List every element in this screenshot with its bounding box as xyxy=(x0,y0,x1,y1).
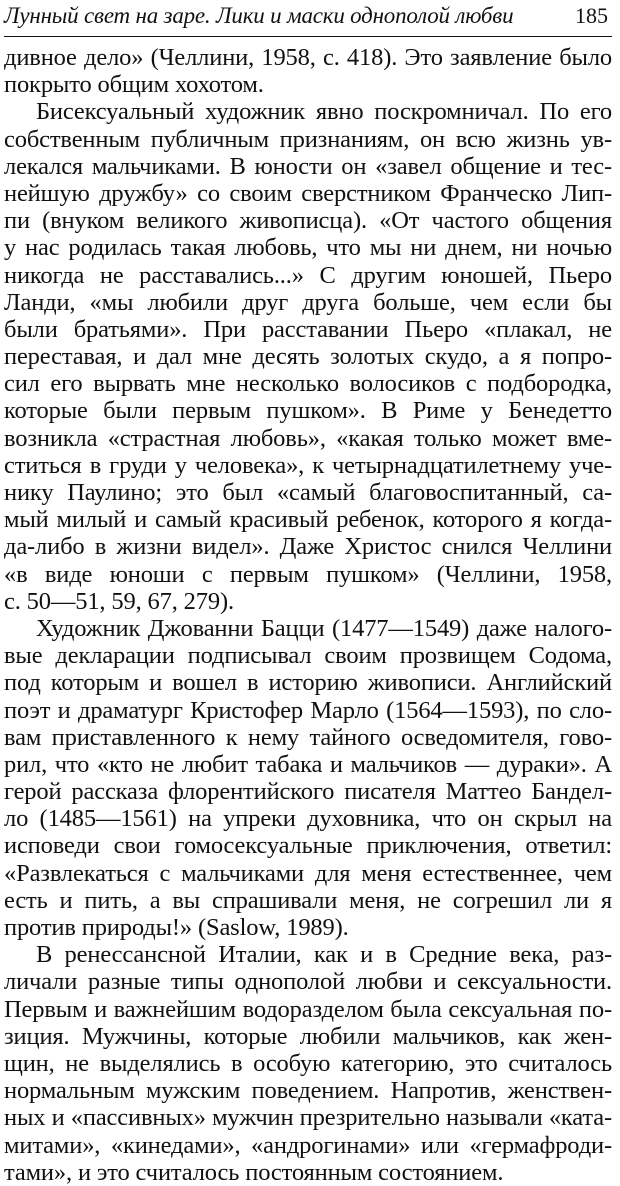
running-title: Лунный свет на заре. Лики и маски однополой любви xyxy=(4,3,514,28)
text-line: щин, не выделялись в особую категорию, это считалось xyxy=(4,1049,612,1077)
body-text xyxy=(4,44,612,1186)
text-line: Ланди, «мы любили друг друга больше, чем если бы xyxy=(4,288,612,316)
text-line: «в виде юноши с первым пушком» (Челлини, 1958, xyxy=(4,560,612,588)
text-line: рил, что «кто не любит табака и мальчиков — дураки». А xyxy=(4,750,612,778)
text-line: личали разные типы однополой любви и сексуальности. xyxy=(4,968,612,996)
text-line: у нас родилась такая любовь, что мы ни днем, ни ночью xyxy=(4,234,612,262)
text-line: возникла «страстная любовь», «какая только может вме- xyxy=(4,424,612,452)
text-line: нормальным мужским поведением. Напротив, женствен- xyxy=(4,1077,612,1105)
text-line: с. 50—51, 59, 67, 279). xyxy=(4,587,234,615)
paragraph-first-line: В ренессансной Италии, как и в Средние века, раз- xyxy=(36,941,612,969)
text-line: ло (1485—1561) на упреки духовника, что он скрыл на xyxy=(4,805,612,833)
text-line: которые были первым пушком». В Риме у Бенедетто xyxy=(4,397,612,425)
text-line: ных и «пассивных» мужчин презрительно называли «ката- xyxy=(4,1104,612,1132)
text-line: нейшую дружбу» со своим сверстником Франческо Лип- xyxy=(4,179,612,207)
text-line: дивное дело» (Челлини, 1958, с. 418). Это заявление было xyxy=(4,44,612,71)
text-line: нику Паулино; это был «самый благовоспитанный, са- xyxy=(4,479,612,506)
text-line: были братьями». При расставании Пьеро «плакал, не xyxy=(4,315,612,343)
text-line: герой рассказа флорентийского писателя Маттео Бандел- xyxy=(4,778,612,806)
text-line: да-либо в жизни видел». Даже Христос снился Челлини xyxy=(4,533,612,561)
paragraph-first-line: Художник Джованни Бацци (1477—1549) даже налого- xyxy=(36,614,612,642)
text-line: сил его вырвать мне несколько волосиков с подбородка, xyxy=(4,370,612,398)
text-line: ститься в груди у человека», к четырнадцатилетнему уче- xyxy=(4,451,612,479)
text-line: вам приставленного к нему тайного осведомителя, гово- xyxy=(4,723,612,751)
text-line: есть и пить, а вы спрашивали меня, не согрешил ли я xyxy=(4,886,612,914)
text-line: против природы!» (Saslow, 1989). xyxy=(4,914,349,941)
text-line: митами», «кинедами», «андрогинами» или «гермафроди- xyxy=(4,1131,612,1159)
text-line: Первым и важнейшим водоразделом была сексуальная по- xyxy=(4,995,612,1023)
text-line: под которым и вошел в историю живописи. Английский xyxy=(4,669,612,697)
running-head xyxy=(4,0,612,37)
text-line: никогда не расставались...» С другим юношей, Пьеро xyxy=(4,261,612,289)
text-line: мый милый и самый красивый ребенок, которого я когда- xyxy=(4,506,612,534)
text-line: покрыто общим хохотом. xyxy=(4,71,264,99)
text-line: собственным публичным признаниям, он всю жизнь ув- xyxy=(4,125,612,153)
text-line: тами», и это считалось постоянным состоянием. xyxy=(4,1158,504,1186)
paragraph-first-line: Бисексуальный художник явно поскромничал. По его xyxy=(36,98,612,126)
text-line: «Развлекаться с мальчиками для меня естественнее, чем xyxy=(4,859,612,887)
page-number: 185 xyxy=(575,3,608,28)
text-line: переставая, и дал мне десять золотых скудо, а я попро- xyxy=(4,343,612,371)
text-line: пи (внуком великого живописца). «От частого общения xyxy=(4,207,612,235)
text-line: исповеди свои гомосексуальные приключения, ответил: xyxy=(4,832,612,860)
text-line: вые декларации подписывал своим прозвищем Содома, xyxy=(4,642,612,670)
text-line: лекался мальчиками. В юности он «завел общение и тес- xyxy=(4,152,612,180)
text-line: поэт и драматург Кристофер Марло (1564—1593), по сло- xyxy=(4,696,612,724)
text-line: зиция. Мужчины, которые любили мальчиков, как жен- xyxy=(4,1022,612,1050)
